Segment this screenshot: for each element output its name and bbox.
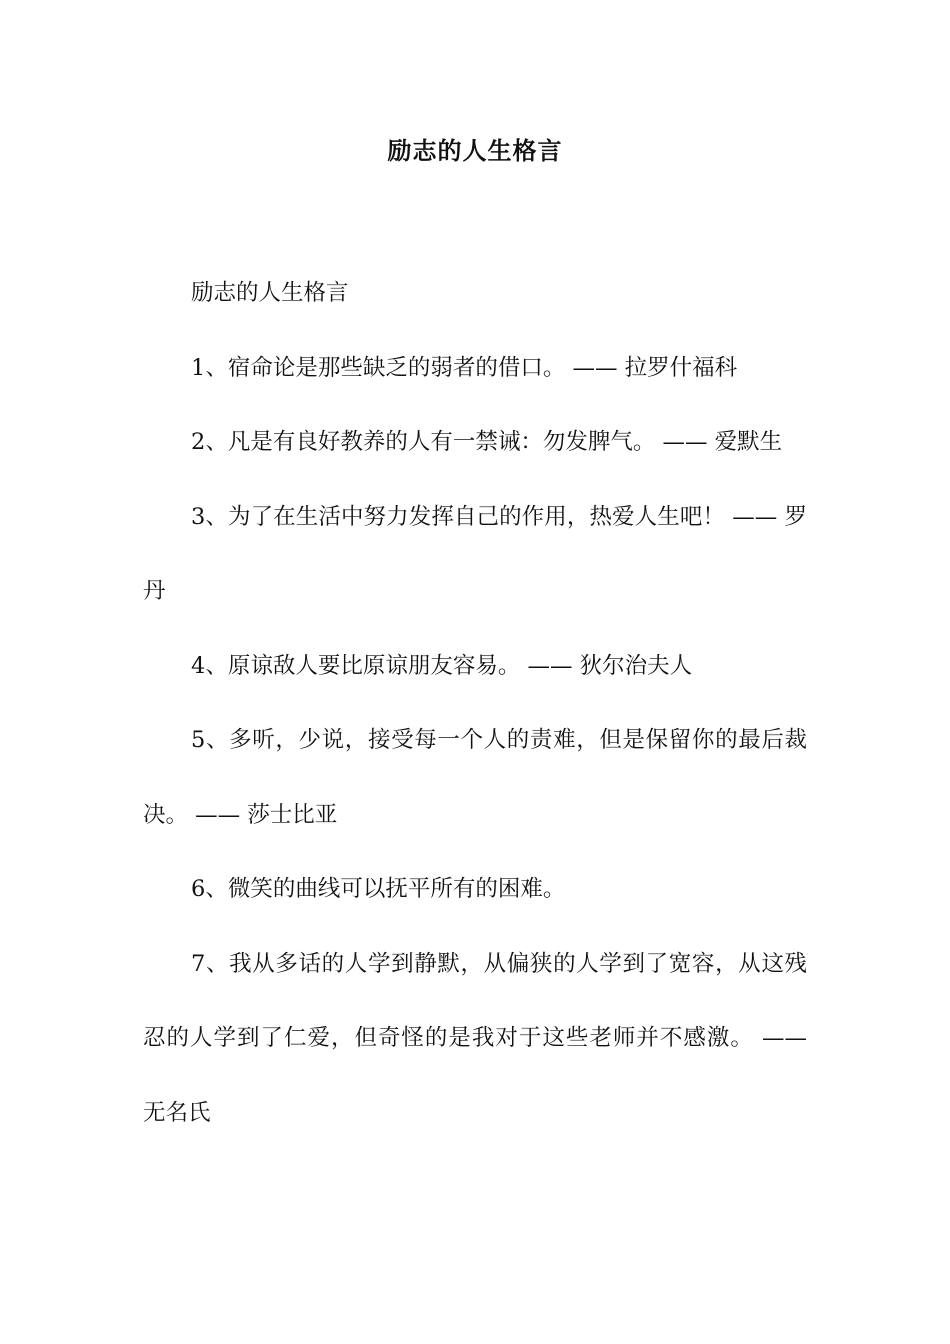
document-title: 励志的人生格言 [387, 136, 563, 165]
paragraph-quote-1: 1、宿命论是那些缺乏的弱者的借口。 —— 拉罗什福科 [191, 354, 738, 381]
paragraph-quote-2: 2、凡是有良好教养的人有一禁诫：勿发脾气。 —— 爱默生 [191, 429, 783, 455]
paragraph-quote-5: 5、多听，少说，接受每一个人的责难，但是保留你的最后裁决。 —— 莎士比亚 [143, 727, 807, 828]
paragraph-quote-7: 7、我从多话的人学到静默，从偏狭的人学到了宽容，从这残忍的人学到了仁爱，但奇怪的是我对于这些老师并不感激。 —— 无名氏 [143, 950, 807, 1126]
paragraph-heading: 励志的人生格言 [191, 280, 349, 306]
paragraph-quote-4: 4、原谅敌人要比原谅朋友容易。 —— 狄尔治夫人 [191, 652, 693, 679]
paragraph-quote-6: 6、微笑的曲线可以抚平所有的困难。 [191, 876, 566, 902]
document-body [143, 256, 807, 1150]
paragraph-quote-3: 3、为了在生活中努力发挥自己的作用，热爱人生吧！ —— 罗丹 [143, 503, 807, 604]
